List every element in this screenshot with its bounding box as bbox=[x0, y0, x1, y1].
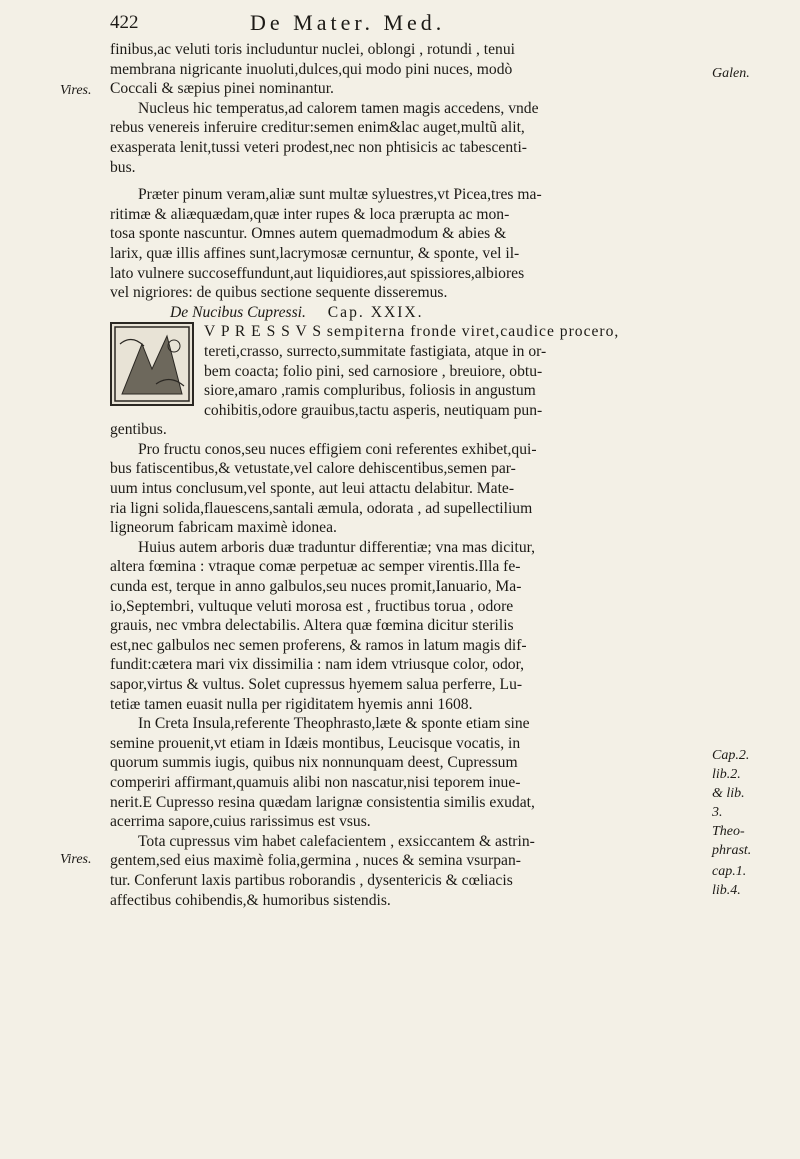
text-line: cohibitis,odore grauibus,tactu asperis, neutiquam pun- bbox=[204, 401, 543, 419]
text-line: est,nec galbulos nec semen proferens, & ramos in latum magis dif- bbox=[110, 636, 527, 654]
margin-note-cap1: cap.1. bbox=[712, 864, 747, 879]
text-line: In Creta Insula,referente Theophrasto,læte & sponte etiam sine bbox=[138, 715, 530, 733]
text-line: ligneorum fabricam maximè idonea. bbox=[110, 519, 337, 537]
text-line: Huius autem arboris duæ traduntur differentiæ; vna mas dicitur, bbox=[138, 538, 536, 556]
text-line: bus fatiscentibus,& vetustate,vel calore dehiscentibus,semen par- bbox=[110, 460, 516, 478]
running-title: De Mater. Med. bbox=[250, 10, 446, 35]
text-line: cunda est, terque in anno galbulos,seu nuces promit,Ianuario, Ma- bbox=[110, 578, 522, 596]
text-line: rebus venereis inferuire creditur:semen enim&lac auget,multũ alit, bbox=[110, 119, 525, 137]
text-line: Nucleus hic temperatus,ad calorem tamen magis accedens, vnde bbox=[138, 99, 539, 117]
text-line: finibus,ac veluti toris includuntur nuclei, oblongi , rotundi , tenui bbox=[110, 41, 515, 58]
text-line: bem coacta; folio pini, sed carnosiore , breuiore, obtu- bbox=[204, 362, 543, 380]
margin-note-theo: Theo- bbox=[712, 824, 745, 839]
text-line: exasperata lenit,tussi veteri prodest,nec non phtisicis ac tabescenti- bbox=[110, 138, 527, 156]
text-line: lato vulnere succoseffundunt,aut liquidiores,aut spissiores,albiores bbox=[110, 264, 525, 282]
text-line: uum intus conclusum,vel sponte, aut leui attactu delabitur. Mate- bbox=[110, 480, 515, 498]
text-line: larix, quæ illis affines sunt,lacrymosæ cernuntur, & sponte, vel il- bbox=[110, 244, 520, 262]
text-line: quorum summis iugis, quibus nix nonnunquam deest, Cupressum bbox=[110, 754, 518, 772]
text-line: tereti,crasso, surrecto,summitate fastigiata, atque in or- bbox=[204, 342, 547, 360]
text-line: Coccali & sæpius pinei nominantur. bbox=[110, 80, 334, 98]
text-line: tosa sponte nascuntur. Omnes autem quemadmodum & abies & bbox=[110, 225, 507, 243]
text-line: sapor,virtus & vultus. Solet cupressus hyemem salua perferre, Lu- bbox=[110, 676, 523, 693]
text-line: vel nigriores: de quibus sectione sequente disseremus. bbox=[110, 284, 448, 302]
margin-note-phrast: phrast. bbox=[712, 843, 752, 858]
text-line: semine prouenit,vt etiam in Idæis montibus, Leucisque vocatis, in bbox=[110, 734, 521, 752]
text-line: tur. Conferunt laxis partibus roborandis , dysentericis & cœliacis bbox=[110, 871, 513, 889]
text-line: gentem,sed eius maximè folia,germina , nuces & semina vsurpan- bbox=[110, 852, 521, 870]
woodcut-pattern-icon bbox=[112, 324, 192, 404]
text-line: grauis, nec vmbra delectabilis. Altera quæ fœmina dicitur sterilis bbox=[110, 617, 514, 635]
margin-note-vires-2: Vires. bbox=[60, 852, 92, 867]
page-number: 422 bbox=[110, 12, 139, 33]
chapter-title: De Nucibus Cupressi. bbox=[170, 303, 306, 321]
margin-note-cap2: Cap.2. bbox=[712, 748, 750, 763]
text-line: altera fœmina : vtraque comæ perpetuæ ac semper virentis.Illa fe- bbox=[110, 558, 521, 576]
margin-note-et-lib: & lib. bbox=[712, 786, 745, 801]
text-line: nerit.E Cupresso resina quædam larignæ consistentia similis exudat, bbox=[110, 793, 535, 811]
margin-note-3: 3. bbox=[712, 805, 723, 820]
text-line: Tota cupressus vim habet calefacientem , exsiccantem & astrin- bbox=[138, 832, 535, 850]
text-line: affectibus cohibendis,& humoribus sistendis. bbox=[110, 891, 391, 909]
margin-note-lib2: lib.2. bbox=[712, 767, 741, 782]
text-line: Præter pinum veram,aliæ sunt multæ syluestres,vt Picea,tres ma- bbox=[138, 186, 542, 204]
text-line: siore,amaro ,ramis compluribus, foliosis in angustum bbox=[204, 382, 536, 400]
text-line: fundit:cætera mari vix dissimilia : nam idem vtriusque color, odor, bbox=[110, 656, 525, 674]
chapter-number: Cap. XXIX. bbox=[327, 303, 424, 321]
text-line: tetiæ tamen euasit nulla per rigiditatem hyemis anni 1608. bbox=[110, 695, 473, 713]
text-line: comperiri affirmant,quamuis alibi non nascatur,nisi teporem inue- bbox=[110, 773, 521, 791]
text-line: V P R E S S V S sempiterna fronde viret,caudice procero, bbox=[204, 323, 620, 341]
text-line: membrana nigricante inuoluti,dulces,qui modo pini nuces, modò bbox=[110, 60, 513, 78]
page-header bbox=[110, 10, 670, 38]
text-line: ritimæ & aliæquædam,quæ inter rupes & loca prærupta ac mon- bbox=[110, 205, 510, 223]
woodcut-initial-image bbox=[110, 322, 194, 406]
drop-cap-paragraph bbox=[110, 322, 708, 420]
text-line: Pro fructu conos,seu nuces effigiem coni referentes exhibet,qui- bbox=[138, 440, 537, 458]
margin-note-vires: Vires. bbox=[60, 83, 92, 98]
text-body bbox=[110, 40, 708, 910]
text-line: io,Septembri, vultuque veluti morosa est , fructibus torua , odore bbox=[110, 597, 514, 615]
margin-note-galen: Galen. bbox=[712, 66, 750, 81]
margin-note-lib4: lib.4. bbox=[712, 883, 741, 898]
text-line: ria ligni solida,flauescens,santali æmula, odorata , ad supellectilium bbox=[110, 499, 533, 517]
chapter-heading bbox=[110, 303, 708, 323]
text-line: gentibus. bbox=[110, 421, 167, 439]
text-line: bus. bbox=[110, 158, 136, 176]
text-line: acerrima sapore,cuius rarissimus est vsus. bbox=[110, 813, 371, 831]
